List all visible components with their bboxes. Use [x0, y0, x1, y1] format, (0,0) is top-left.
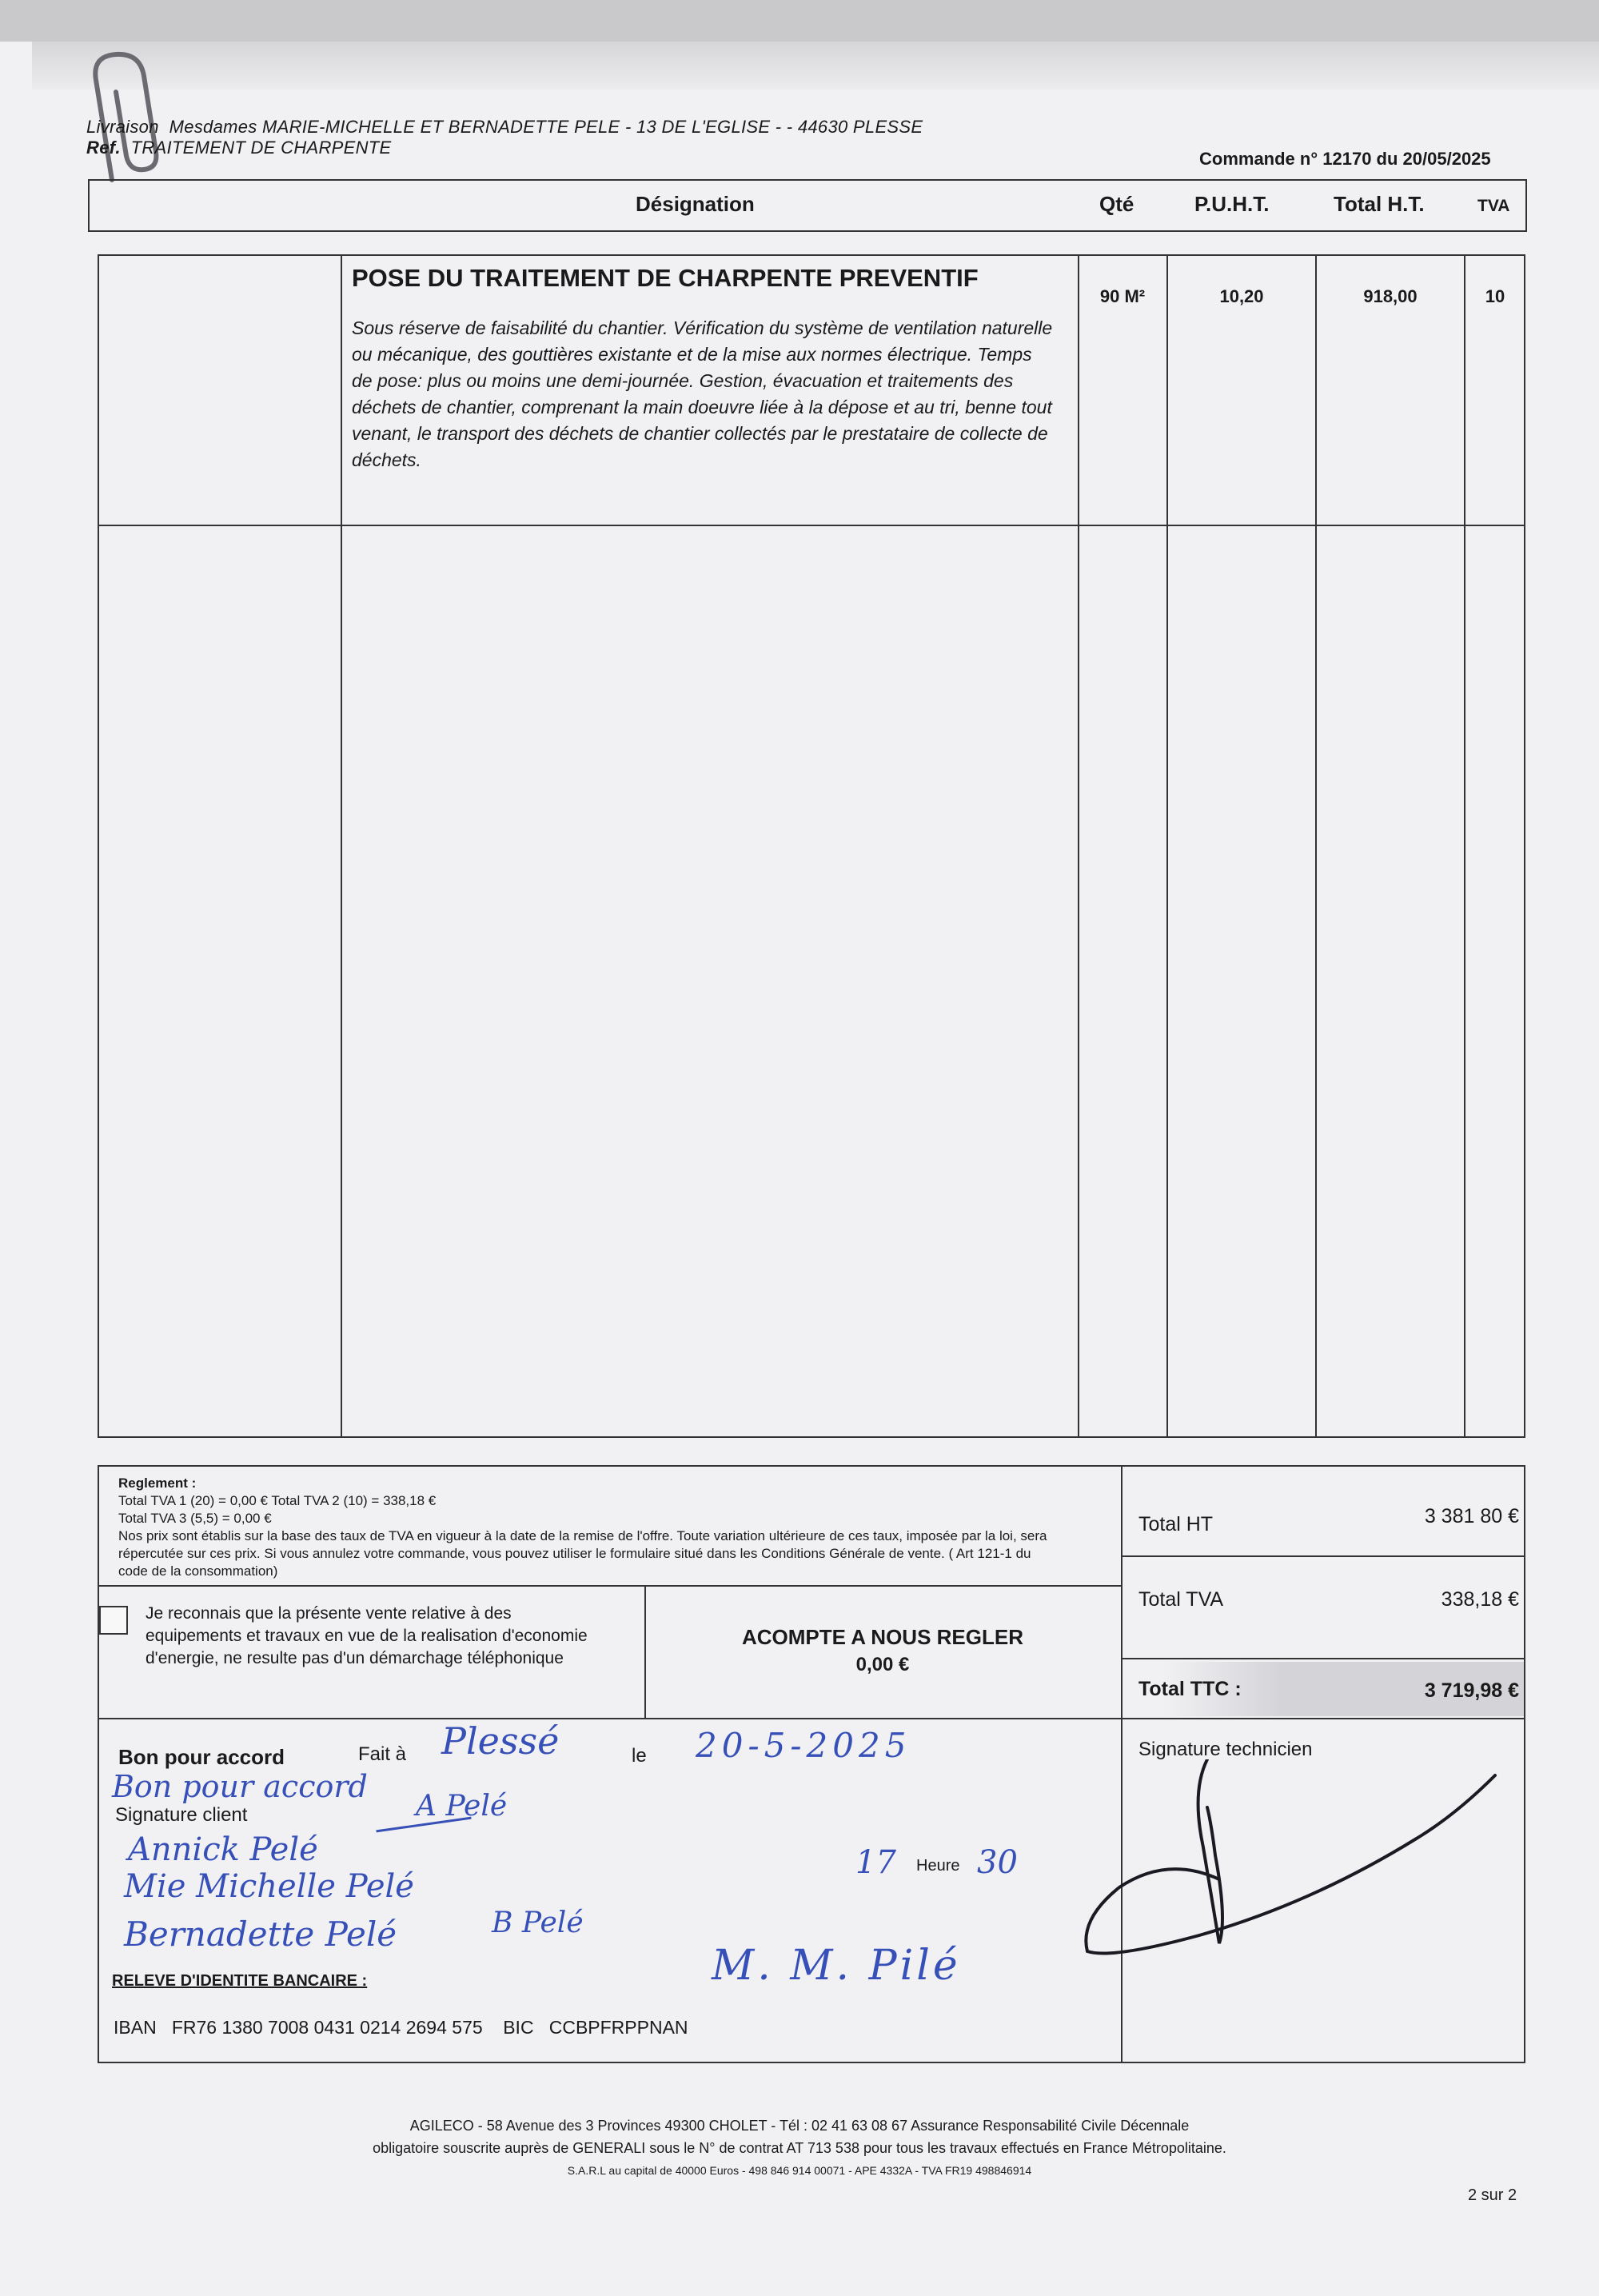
sheet-top-edge: [32, 42, 1599, 90]
delivery-label: Livraison: [86, 117, 159, 137]
client-signature-label: Signature client: [115, 1804, 248, 1826]
handwritten-name-4: Bernadette Pelé: [124, 1915, 397, 1954]
footer-line-3: S.A.R.L au capital de 40000 Euros - 498 846 914 00071 - APE 4332A - TVA FR19 498846914: [567, 2164, 1032, 2177]
handwritten-minutes: 30: [977, 1844, 1018, 1881]
signed-at-label: Fait à: [358, 1743, 407, 1765]
total-tva-value: 338,18 €: [1441, 1588, 1519, 1611]
row-total-ht: 918,00: [1363, 286, 1418, 306]
reference-label: Ref.: [86, 138, 121, 158]
product-description: Sous réserve de faisabilité du chantier. Vérification du système de ventilation naturelle ou mécanique, des gouttières existante et de la mise aux normes électrique. Temps de pose: plus ou moins une demi-journée. Gestion, évacuation et traitements des déchets de chantier, comprenant la main doeuvre liée à la dépose et au tri, benne tout venant, le transport des déchets de chantier collectés par le prestataire de collecte de déchets.: [352, 317, 1053, 470]
row-puht: 10,20: [1219, 286, 1264, 306]
delivery-address: Mesdames MARIE-MICHELLE ET BERNADETTE PELE - 13 DE L'EGLISE - - 44630 PLESSE: [169, 117, 923, 137]
iban-value: FR76 1380 7008 0431 0214 2694 575: [171, 2017, 483, 2038]
row-qty: 90 M²: [1099, 286, 1146, 306]
handwritten-name-5: M. M. Pilé: [712, 1942, 961, 1990]
page-number: 2 sur 2: [1468, 2186, 1517, 2204]
total-tva-label: Total TVA: [1138, 1588, 1224, 1611]
payment-terms: [118, 1475, 1054, 1580]
vat-breakdown-line-2: Total TVA 3 (5,5) = 0,00 €: [118, 1511, 272, 1526]
handwritten-name-3: Mie Michelle Pelé: [124, 1868, 414, 1905]
footer-line-2: obligatoire souscrite auprès de GENERALI sous le N° de contrat AT 713 538 pour tous les travaux effectués en France Métropolitaine.: [373, 2140, 1226, 2156]
payment-terms-title: Reglement :: [118, 1475, 197, 1491]
bank-details: [114, 2017, 688, 2038]
product-title: POSE DU TRAITEMENT DE CHARPENTE PREVENTIF: [352, 264, 979, 292]
date-label: le: [632, 1745, 647, 1767]
handwritten-name-1: A Pelé: [416, 1790, 508, 1823]
column-header-tva: TVA: [1477, 197, 1510, 215]
handwritten-approval: Bon pour accord: [112, 1769, 368, 1804]
pricing-notice: Nos prix sont établis sur la base des taux de TVA en vigueur à la date de la remise de l'offre. Toute variation ultérieure de ces taux, imposée par la loi, sera répercutée sur ces prix. Si vous annulez votre commande, vous pouvez utiliser le formulaire situé dans les Conditions Générale de vente. ( Art 121-1 du code de la consommation): [118, 1528, 1047, 1579]
bic-value: CCBPFRPPNAN: [548, 2017, 688, 2038]
iban-label: IBAN: [114, 2017, 157, 2038]
hour-label: Heure: [916, 1857, 960, 1875]
vat-breakdown-line-1: Total TVA 1 (20) = 0,00 € Total TVA 2 (10) = 338,18 €: [118, 1493, 437, 1508]
total-ttc-label: Total TTC :: [1138, 1678, 1242, 1700]
technician-signature-label: Signature technicien: [1138, 1739, 1313, 1760]
deposit-label: ACOMPTE A NOUS REGLER: [742, 1625, 1023, 1649]
delivery-line: [86, 117, 923, 138]
reference-line: [86, 138, 392, 158]
technician-signature: [1071, 1759, 1519, 1967]
handwritten-hour: 17: [855, 1844, 896, 1881]
total-ht-label: Total HT: [1138, 1513, 1214, 1535]
bic-label: BIC: [503, 2017, 534, 2038]
bank-details-title: RELEVE D'IDENTITE BANCAIRE :: [112, 1972, 368, 1990]
column-header-total-ht: Total H.T.: [1334, 192, 1425, 216]
handwritten-date: 20-5-2025: [696, 1726, 911, 1765]
table-row: [352, 264, 1071, 473]
column-header-puht: P.U.H.T.: [1194, 192, 1270, 216]
deposit-value: 0,00 €: [855, 1654, 910, 1675]
order-number: Commande n° 12170 du 20/05/2025: [1199, 149, 1491, 169]
column-header-qty: Qté: [1099, 192, 1134, 216]
handwritten-name-2: Annick Pelé: [128, 1831, 318, 1868]
row-tva: 10: [1485, 286, 1505, 306]
declaration-checkbox[interactable]: [99, 1606, 128, 1635]
handwritten-initials: B Pelé: [492, 1907, 584, 1939]
approval-label: Bon pour accord: [118, 1745, 285, 1769]
column-header-designation: Désignation: [636, 192, 755, 216]
reference-text: TRAITEMENT DE CHARPENTE: [130, 138, 392, 158]
declaration-text: Je reconnais que la présente vente relative à des equipements et travaux en vue de la realisation d'economie d'energie, ne resulte pas d'un démarchage téléphonique: [146, 1604, 588, 1667]
footer-line-1: AGILECO - 58 Avenue des 3 Provinces 49300 CHOLET - Tél : 02 41 63 08 67 Assurance Responsabilité Civile Décennale: [409, 2118, 1190, 2134]
total-ht-value: 3 381 80 €: [1424, 1505, 1519, 1527]
total-ttc-value: 3 719,98 €: [1424, 1679, 1519, 1702]
table-header: [88, 179, 1527, 232]
handwritten-place: Plessé: [441, 1719, 560, 1763]
